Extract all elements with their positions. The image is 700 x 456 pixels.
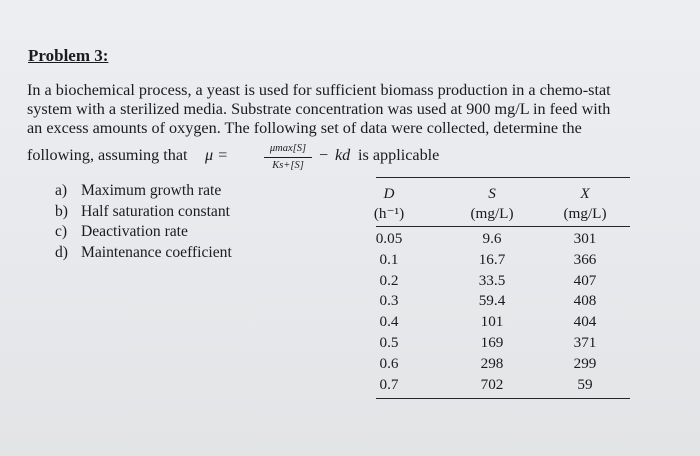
header-d: D (h⁻¹) [373, 185, 405, 222]
table-header-rule [376, 226, 630, 227]
statement-line: system with a sterilized media. Substrate concentration was used at 900 mg/L in feed with [27, 100, 611, 118]
task-item: b) Half saturation constant [55, 202, 230, 220]
fraction-denominator: Ks+[S] [272, 160, 304, 171]
table-cell: 0.6 [379, 354, 399, 372]
statement-line: In a biochemical process, a yeast is used for sufficient biomass production in a chemo-stat [27, 81, 611, 99]
assumption-suffix: is applicable [358, 146, 440, 164]
header-x: X (mg/L) [563, 185, 607, 222]
statement-line: an excess amounts of oxygen. The following set of data were collected, determine the [27, 119, 582, 137]
table-cell: 0.3 [379, 292, 399, 310]
task-item: c) Deactivation rate [55, 223, 188, 240]
table-cell: 0.7 [379, 375, 399, 393]
table-cell: 0.05 [375, 230, 403, 247]
table-cell: 702 [480, 375, 504, 393]
column-x-values [540, 229, 630, 395]
table-cell: 101 [480, 313, 504, 331]
task-item: d) Maintenance coefficient [55, 243, 232, 261]
monod-fraction [264, 141, 312, 173]
assumption-prefix: following, assuming that [27, 146, 188, 164]
table-cell: 59 [577, 375, 593, 393]
table-cell: 366 [573, 250, 597, 268]
table-cell: 9.6 [482, 230, 502, 247]
table-cell: 0.4 [379, 313, 399, 331]
table-cell: 59.4 [478, 292, 506, 310]
kd-symbol: kd [335, 146, 351, 164]
table-top-rule [376, 177, 630, 178]
mu-symbol: μ = [205, 146, 229, 164]
header-s: S (mg/L) [470, 185, 514, 222]
fraction-numerator: μmax[S] [264, 141, 312, 158]
problem-statement [27, 81, 677, 138]
table-cell: 299 [573, 354, 597, 372]
table-bottom-rule [376, 398, 630, 399]
table-cell: 33.5 [478, 271, 506, 289]
table-cell: 16.7 [478, 250, 506, 268]
table-cell: 0.5 [379, 333, 399, 351]
task-list [55, 181, 232, 263]
table-cell: 408 [573, 292, 597, 310]
table-cell: 169 [480, 333, 504, 351]
table-cell: 301 [573, 230, 597, 247]
table-cell: 407 [573, 271, 597, 289]
column-d-values [344, 229, 434, 395]
minus-sign: − [319, 146, 329, 164]
table-cell: 298 [480, 354, 504, 372]
table-cell: 0.2 [379, 271, 399, 289]
table-cell: 404 [573, 313, 597, 331]
table-cell: 0.1 [379, 250, 399, 268]
table-cell: 371 [573, 333, 597, 351]
problem-title: Problem 3: [28, 46, 109, 65]
task-item: a) Maximum growth rate [55, 182, 222, 199]
column-s-values [447, 229, 537, 395]
